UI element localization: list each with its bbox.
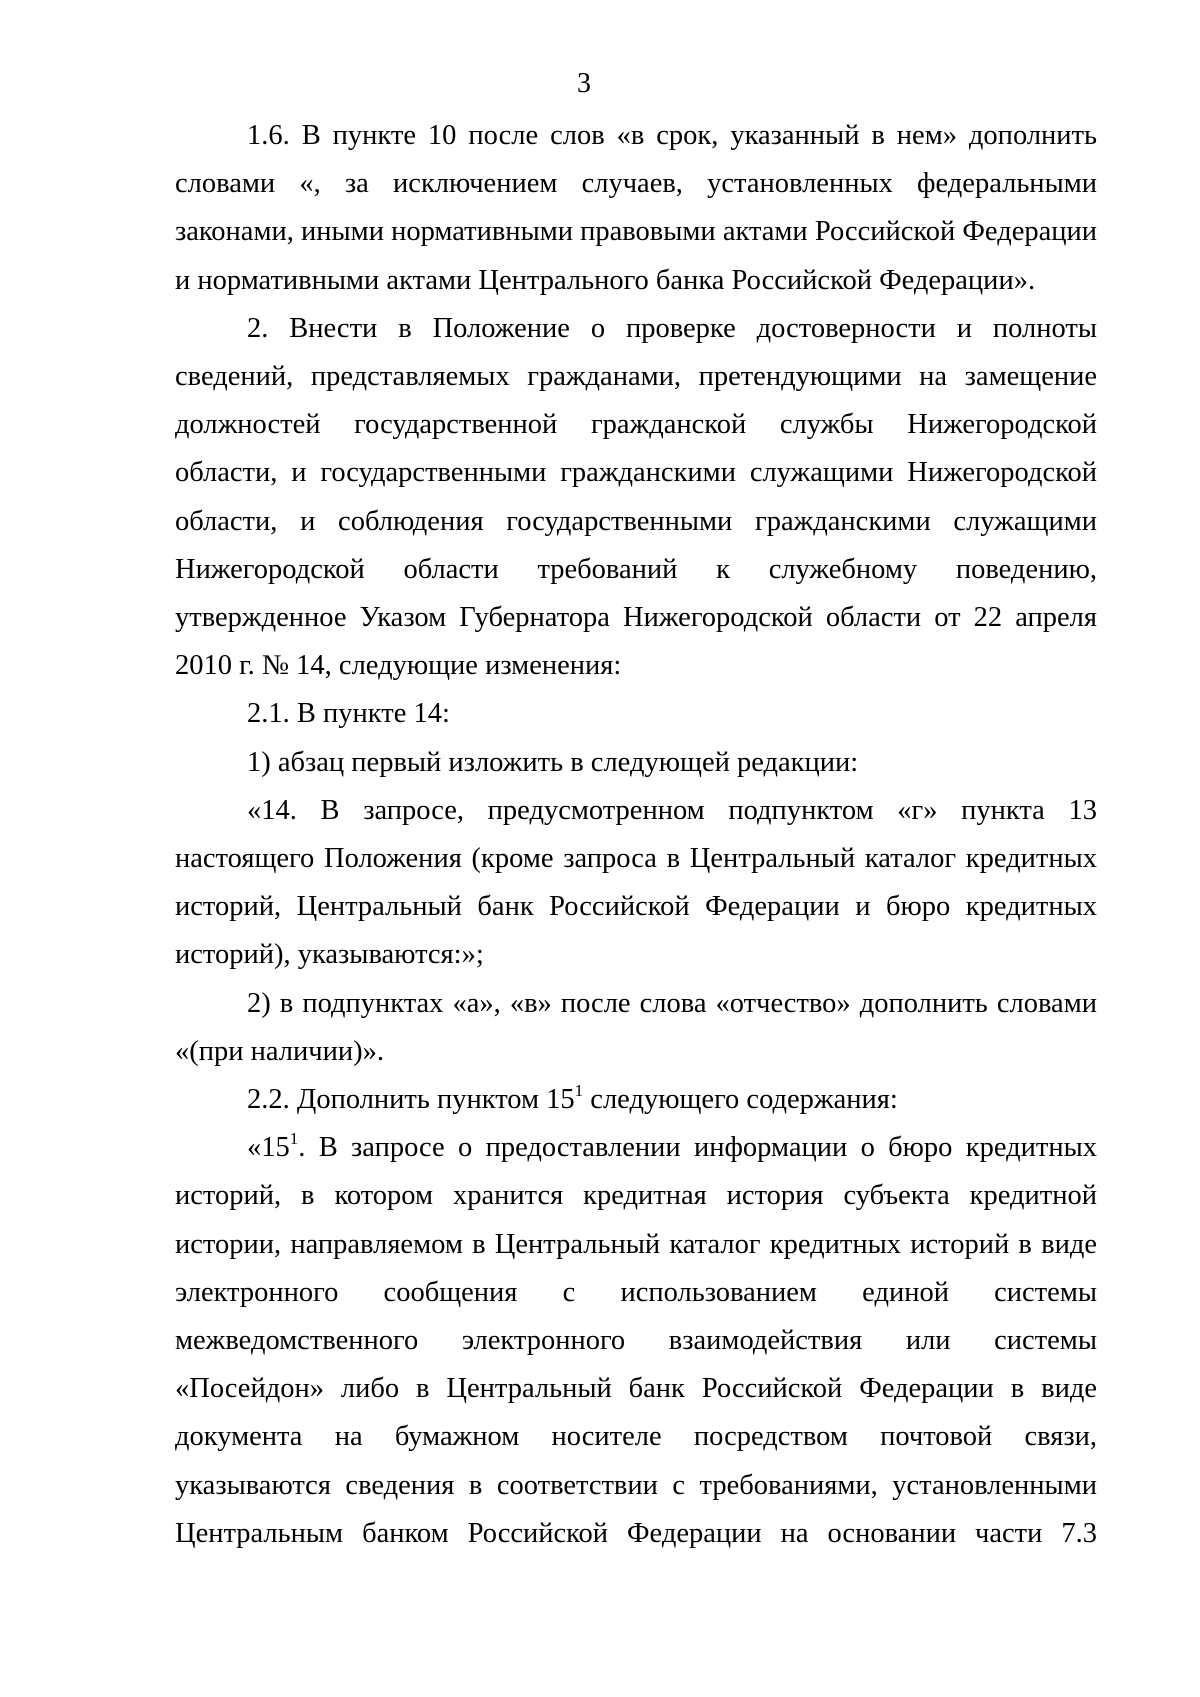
page-number: 3 xyxy=(577,68,591,99)
paragraph-quote-15-1 xyxy=(175,1124,1097,1558)
paragraph-1-6: 1.6. В пункте 10 после слов «в срок, указанный в нем» дополнить словами «, за исключением случаев, установленных федеральными законами, иными нормативными правовыми актами Российской Федерации и нормативными актами Центрального банка Российской Федерации». xyxy=(175,120,1097,296)
paragraph-2-1-item-1: 1) абзац первый изложить в следующей редакции: xyxy=(247,746,859,778)
paragraph-2-1: 2.1. В пункте 14: xyxy=(247,698,450,730)
superscript: 1 xyxy=(574,1081,584,1101)
document-body xyxy=(175,112,1097,1558)
paragraph-quote-15-1-text: . В запросе о предоставлении информации о бюро кредитных историй, в котором хранится кредитная история субъекта кредитной истории, направляемом в Центральный каталог кредитных историй в виде электронного сообщения с использованием единой системы межведомственного электронного взаимодействия или системы «Посейдон» либо в Центральный банк Российской Федерации в виде документа на бумажном носителе посредством почтовой связи, указываются сведения в соответствии с требованиями, установленными Центральным банком Российской Федерации на основании части 7.3 xyxy=(175,1132,1097,1549)
paragraph-2-2-text-start: 2.2. Дополнить пунктом 15 xyxy=(247,1084,575,1116)
paragraph-quote-15-1-start: «15 xyxy=(247,1132,290,1164)
superscript: 1 xyxy=(289,1129,299,1149)
paragraph-2-1-item-2: 2) в подпунктах «а», «в» после слова «отчество» дополнить словами «(при наличии)». xyxy=(175,987,1097,1067)
paragraph-2-2-text-end: следующего содержания: xyxy=(583,1084,898,1116)
paragraph-2: 2. Внести в Положение о проверке достоверности и полноты сведений, представляемых гражданами, претендующими на замещение должностей государственной гражданской службы Нижегородской области, и государственными гражданскими служащими Нижегородской области, и соблюдения государственными гражданскими служащими Нижегородской области требований к служебному поведению, утвержденное Указом Губернатора Нижегородской области от 22 апреля 2010 г. № 14, следующие изменения: xyxy=(175,312,1097,682)
paragraph-quote-14: «14. В запросе, предусмотренном подпунктом «г» пункта 13 настоящего Положения (кроме запроса в Центральный каталог кредитных историй, Центральный банк Российской Федерации и бюро кредитных историй), указываются:»; xyxy=(175,794,1097,971)
paragraph-2-2 xyxy=(175,1076,1097,1124)
